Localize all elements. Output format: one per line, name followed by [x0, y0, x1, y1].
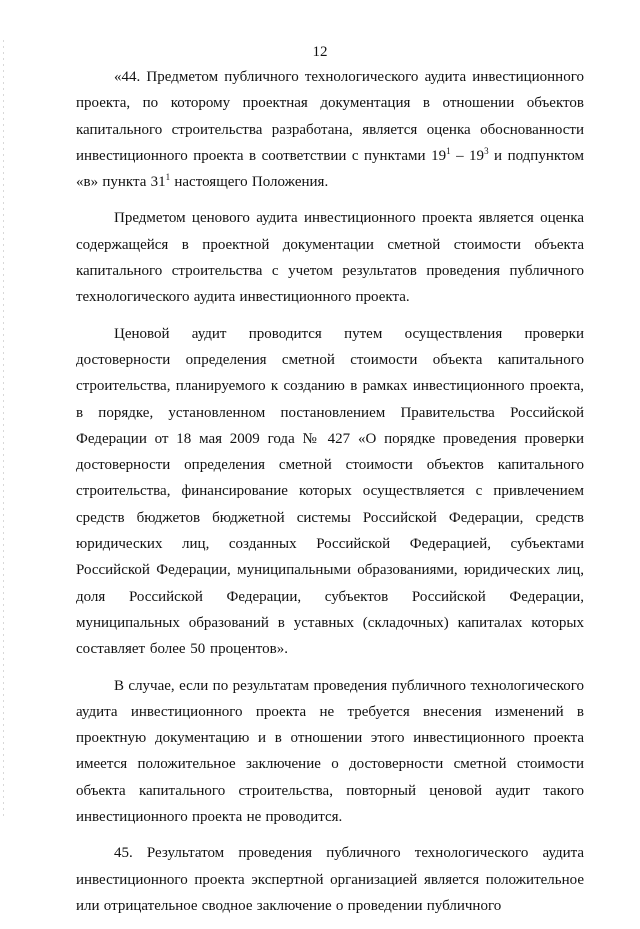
- superscript: 1: [165, 172, 171, 183]
- paragraph-44: [76, 64, 584, 195]
- paragraph-44-text-a: «44. Предметом публичного технологического аудита инвестиционного проекта, по которому проектная документация в отношении объектов капитального строительства разработана, является оценка обоснованности инвестиционного проекта в соответствии с пунктами 19: [76, 69, 584, 164]
- paragraph-44-text-c: и подпунктом «в» пункта 31: [76, 147, 585, 191]
- paragraph-45: 45. Результатом проведения публичного технологического аудита инвестиционного проекта экспертной организацией является положительное или отрицательное сводное заключение о проведении публичного: [76, 845, 584, 914]
- paragraph-repeat-audit: В случае, если по результатам проведения публичного технологического аудита инвестиционного проекта не требуется внесения изменений в проектную документацию и в отношении этого инвестиционного проекта имеется положительное заключение о достоверности сметной стоимости объекта капитального строительства, повторный ценовой аудит такого инвестиционного проекта не проводится.: [76, 677, 584, 826]
- document-body: [76, 64, 584, 929]
- page-number: 12: [312, 44, 328, 60]
- superscript: 3: [484, 145, 489, 156]
- paragraph-44-text-d: настоящего Положения.: [170, 174, 329, 191]
- paragraph-44-text-b: – 19: [450, 147, 485, 164]
- paragraph-price-audit-procedure: Ценовой аудит проводится путем осуществления проверки достоверности определения сметной стоимости объекта капитального строительства, планируемого к созданию в рамках инвестиционного проекта, в порядке, установленном постановлением Правительства Российской Федерации от 18 мая 2009 года № 427 «О порядке проведения проверки достоверности определения сметной стоимости объектов капитального строительства, финансирование которых осуществляется с привлечением средств бюджетов бюджетной системы Российской Федерации, средств юридических лиц, созданных Российской Федерацией, субъектами Российской Федерации, муниципальными образованиями, юридических лиц, доля Российской Федерации, субъектов Российской Федерации, муниципальных образований в уставных (складочных) капиталах которых составляет более 50 процентов».: [76, 325, 584, 658]
- superscript: 1: [446, 145, 451, 156]
- scan-margin-mark: [3, 40, 4, 820]
- paragraph-price-audit-subject: Предметом ценового аудита инвестиционного проекта является оценка содержащейся в проектной документации сметной стоимости объекта капитального строительства с учетом результатов проведения публичного технологического аудита инвестиционного проекта.: [76, 210, 584, 306]
